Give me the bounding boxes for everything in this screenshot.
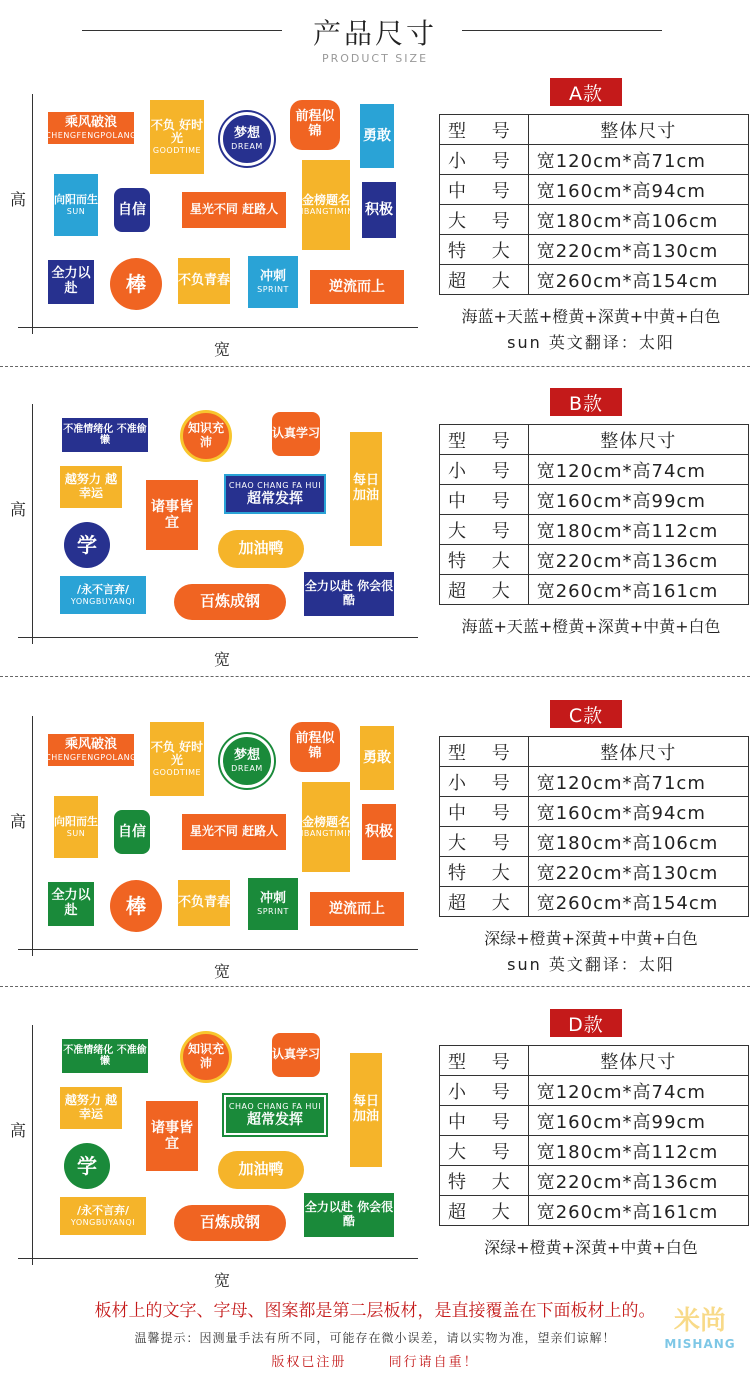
sticker-nuli: 越努力 越幸运 bbox=[60, 466, 122, 508]
size-table bbox=[439, 424, 749, 605]
table-header-row: 型 号 整体尺寸 bbox=[440, 1046, 749, 1076]
sticker-bailian: 百炼成钢 bbox=[174, 1205, 286, 1241]
table-row: 超 大 宽260cm*高161cm bbox=[440, 575, 749, 605]
sticker-xue: 学 bbox=[64, 1143, 110, 1189]
table-row: 小 号 宽120cm*高74cm bbox=[440, 1076, 749, 1106]
measurement-tip: 温馨提示：因测量手法有所不同，可能存在微小误差，请以实物为准，望亲们谅解！ bbox=[134, 1331, 616, 1345]
sticker-bang: 棒 bbox=[110, 880, 162, 932]
table-row: 小 号 宽120cm*高71cm bbox=[440, 145, 749, 175]
sticker-renzhen: 认真学习 bbox=[272, 1033, 320, 1077]
sticker-xiangyang: 向阳而生 SUN bbox=[54, 174, 98, 236]
sticker-board-d bbox=[42, 1025, 414, 1255]
sticker-chaochang: CHAO CHANG FA HUI 超常发挥 bbox=[224, 474, 326, 514]
sticker-buzhun: 不准情绪化 不准偷懒 bbox=[62, 418, 148, 452]
color-list: 深绿+橙黄+深黄+中黄+白色 bbox=[484, 929, 698, 948]
color-list: 海蓝+天蓝+橙黄+深黄+中黄+白色 bbox=[461, 617, 721, 636]
width-label: 宽 bbox=[214, 1271, 231, 1290]
sticker-chengfeng: 乘风破浪 CHENGFENGPOLANG bbox=[48, 734, 134, 766]
page-title: 产品尺寸 bbox=[312, 17, 437, 50]
sticker-board-c bbox=[42, 716, 414, 946]
copyright-warning: 同行请自重！ bbox=[388, 1355, 479, 1370]
sticker-bang: 棒 bbox=[110, 258, 162, 310]
table-header-row: 型 号 整体尺寸 bbox=[440, 115, 749, 145]
sticker-meiri: 每日加油 bbox=[350, 1053, 382, 1167]
table-row: 特 大 宽220cm*高130cm bbox=[440, 235, 749, 265]
style-badge: B款 bbox=[550, 388, 622, 416]
sticker-niliu: 逆流而上 bbox=[310, 892, 404, 926]
table-row: 超 大 宽260cm*高154cm bbox=[440, 887, 749, 917]
sticker-nuli: 越努力 越幸运 bbox=[60, 1087, 122, 1129]
size-table bbox=[439, 736, 749, 917]
sticker-board-a bbox=[42, 94, 414, 324]
watermark-cn: 米尚 bbox=[673, 1306, 726, 1336]
sticker-xue: 学 bbox=[64, 522, 110, 568]
table-header-row: 型 号 整体尺寸 bbox=[440, 425, 749, 455]
style-badge: A款 bbox=[550, 78, 622, 106]
width-label: 宽 bbox=[214, 650, 231, 669]
table-row: 大 号 宽180cm*高106cm bbox=[440, 827, 749, 857]
brand-watermark bbox=[660, 1300, 740, 1351]
sticker-bufuqc: 不负青春 bbox=[178, 880, 230, 926]
table-row: 大 号 宽180cm*高112cm bbox=[440, 1136, 749, 1166]
page-header bbox=[0, 0, 750, 70]
sticker-chengfeng: 乘风破浪 CHENGFENGPOLANG bbox=[48, 112, 134, 144]
size-table bbox=[439, 114, 749, 295]
height-axis bbox=[32, 1025, 33, 1265]
sticker-jinbang: 金榜题名 JINBANGTIMING bbox=[302, 782, 350, 872]
sticker-yongbu: /永不言弃/ YONGBUYANQI bbox=[60, 576, 146, 614]
width-axis bbox=[18, 327, 418, 328]
sticker-jinbang: 金榜题名 JINBANGTIMING bbox=[302, 160, 350, 250]
table-row: 特 大 宽220cm*高130cm bbox=[440, 857, 749, 887]
sticker-zhishi: 知识充沛 bbox=[180, 1031, 232, 1083]
width-label: 宽 bbox=[214, 962, 231, 981]
watermark-en: MISHANG bbox=[664, 1337, 736, 1351]
section-c bbox=[0, 694, 750, 994]
width-axis bbox=[18, 1258, 418, 1259]
sticker-zixin: 自信 bbox=[114, 188, 150, 232]
sticker-chongci: 冲刺 SPRINT bbox=[248, 256, 298, 308]
table-row: 特 大 宽220cm*高136cm bbox=[440, 1166, 749, 1196]
sticker-qiancheng: 前程似锦 bbox=[290, 722, 340, 772]
height-label: 高 bbox=[10, 812, 27, 831]
table-row: 大 号 宽180cm*高112cm bbox=[440, 515, 749, 545]
sticker-zixin: 自信 bbox=[114, 810, 150, 854]
section-a bbox=[0, 72, 750, 372]
height-label: 高 bbox=[10, 1121, 27, 1140]
section-b bbox=[0, 382, 750, 682]
table-row: 超 大 宽260cm*高154cm bbox=[440, 265, 749, 295]
height-label: 高 bbox=[10, 190, 27, 209]
material-note: 板材上的文字、字母、图案都是第二层板材，是直接覆盖在下面板材上的。 bbox=[94, 1301, 656, 1321]
sticker-board-b bbox=[42, 404, 414, 634]
section-divider bbox=[0, 986, 750, 987]
table-row: 中 号 宽160cm*高94cm bbox=[440, 797, 749, 827]
copyright-registered: 版权已注册 bbox=[271, 1355, 347, 1370]
sticker-jiji: 积极 bbox=[362, 182, 396, 238]
color-list: 深绿+橙黄+深黄+中黄+白色 bbox=[484, 1238, 698, 1257]
height-axis bbox=[32, 716, 33, 956]
sticker-jiji: 积极 bbox=[362, 804, 396, 860]
width-axis bbox=[18, 949, 418, 950]
sticker-quanli2: 全力以赴 你会很酷 bbox=[304, 1193, 394, 1237]
table-row: 大 号 宽180cm*高106cm bbox=[440, 205, 749, 235]
table-row: 超 大 宽260cm*高161cm bbox=[440, 1196, 749, 1226]
header-divider-right bbox=[462, 30, 662, 31]
table-row: 中 号 宽160cm*高99cm bbox=[440, 1106, 749, 1136]
page-subtitle: PRODUCT SIZE bbox=[321, 52, 429, 65]
sticker-quanli2: 全力以赴 你会很酷 bbox=[304, 572, 394, 616]
style-badge: C款 bbox=[550, 700, 622, 728]
sticker-xingguang: 星光不同 赶路人 bbox=[182, 192, 286, 228]
sticker-zhushi: 诸事皆宜 bbox=[146, 480, 198, 550]
table-row: 小 号 宽120cm*高74cm bbox=[440, 455, 749, 485]
sticker-buzhun: 不准情绪化 不准偷懒 bbox=[62, 1039, 148, 1073]
sticker-zhushi: 诸事皆宜 bbox=[146, 1101, 198, 1171]
table-row: 特 大 宽220cm*高136cm bbox=[440, 545, 749, 575]
section-divider bbox=[0, 676, 750, 677]
sticker-bufu: 不负 好时光 GOODTIME bbox=[150, 722, 204, 796]
height-axis bbox=[32, 404, 33, 644]
sticker-bufuqc: 不负青春 bbox=[178, 258, 230, 304]
style-badge: D款 bbox=[550, 1009, 622, 1037]
width-axis bbox=[18, 637, 418, 638]
sticker-jiayou: 加油鸭 bbox=[218, 530, 304, 568]
table-row: 中 号 宽160cm*高99cm bbox=[440, 485, 749, 515]
sticker-xiangyang: 向阳而生 SUN bbox=[54, 796, 98, 858]
sticker-renzhen: 认真学习 bbox=[272, 412, 320, 456]
sticker-chaochang: CHAO CHANG FA HUI 超常发挥 bbox=[224, 1095, 326, 1135]
sticker-chongci: 冲刺 SPRINT bbox=[248, 878, 298, 930]
color-list: 海蓝+天蓝+橙黄+深黄+中黄+白色 bbox=[461, 307, 721, 326]
sticker-bailian: 百炼成钢 bbox=[174, 584, 286, 620]
height-label: 高 bbox=[10, 500, 27, 519]
size-table bbox=[439, 1045, 749, 1226]
sticker-qiancheng: 前程似锦 bbox=[290, 100, 340, 150]
sticker-zhishi: 知识充沛 bbox=[180, 410, 232, 462]
sticker-bufu: 不负 好时光 GOODTIME bbox=[150, 100, 204, 174]
sticker-meiri: 每日加油 bbox=[350, 432, 382, 546]
table-row: 小 号 宽120cm*高71cm bbox=[440, 767, 749, 797]
table-header-row: 型 号 整体尺寸 bbox=[440, 737, 749, 767]
section-d bbox=[0, 1003, 750, 1303]
sun-note: sun 英文翻译：太阳 bbox=[507, 333, 675, 352]
sticker-yongbu: /永不言弃/ YONGBUYANQI bbox=[60, 1197, 146, 1235]
sticker-mengxiang: 梦想 DREAM bbox=[220, 734, 274, 788]
sticker-quanli: 全力以赴 bbox=[48, 260, 94, 304]
copyright-note bbox=[0, 1351, 750, 1370]
sticker-quanli: 全力以赴 bbox=[48, 882, 94, 926]
sun-note: sun 英文翻译：太阳 bbox=[507, 955, 675, 974]
sticker-yonggan: 勇敢 bbox=[360, 104, 394, 168]
sticker-yonggan: 勇敢 bbox=[360, 726, 394, 790]
sticker-jiayou: 加油鸭 bbox=[218, 1151, 304, 1189]
width-label: 宽 bbox=[214, 340, 231, 359]
sticker-mengxiang: 梦想 DREAM bbox=[220, 112, 274, 166]
section-divider bbox=[0, 366, 750, 367]
height-axis bbox=[32, 94, 33, 334]
sticker-niliu: 逆流而上 bbox=[310, 270, 404, 304]
table-row: 中 号 宽160cm*高94cm bbox=[440, 175, 749, 205]
sticker-xingguang: 星光不同 赶路人 bbox=[182, 814, 286, 850]
